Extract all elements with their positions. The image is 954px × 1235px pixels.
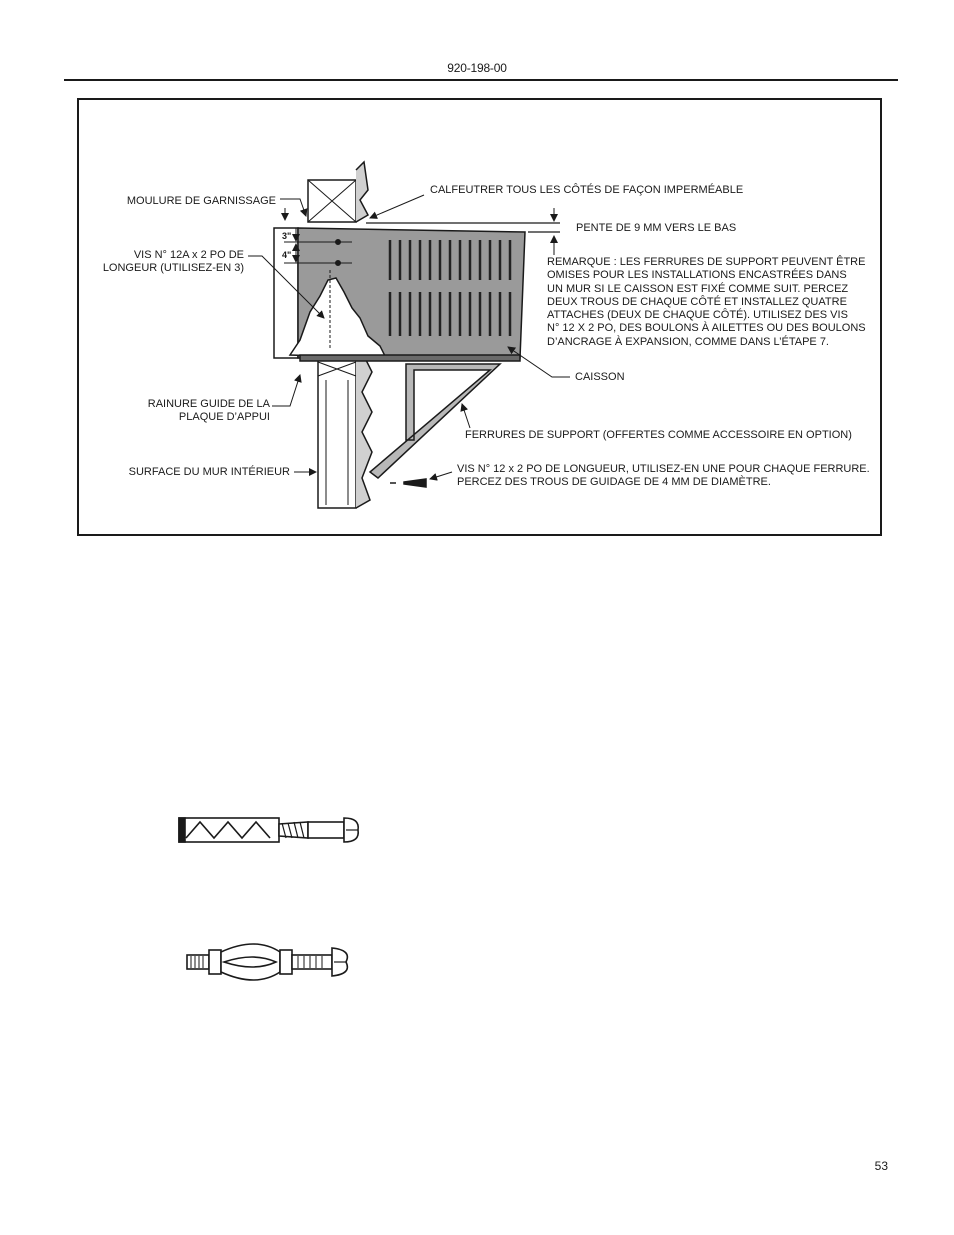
label-slope: PENTE DE 9 MM VERS LE BAS (576, 222, 737, 234)
note-line: DEUX TROUS DE CHAQUE CÔTÉ ET INSTALLEZ QUATRE (547, 296, 847, 308)
label-groove-line2: PLAQUE D’APPUI (178, 411, 270, 423)
label-groove-line1: RAINURE GUIDE DE LA (147, 398, 270, 410)
label-bracket-screw-line2: PERCEZ DES TROUS DE GUIDAGE DE 4 MM DE DIAMÈTRE. (457, 476, 771, 488)
label-screw-line1: VIS N° 12A x 2 PO DE (133, 249, 244, 261)
label-bracket-screw-line1: VIS N° 12 x 2 PO DE LONGUEUR, UTILISEZ-EN UNE POUR CHAQUE FERRURE. (457, 463, 870, 475)
label-sleeve: CAISSON (575, 371, 625, 383)
page-number: 53 (874, 1159, 888, 1173)
label-trim-molding: MOULURE DE GARNISSAGE (126, 195, 276, 207)
label-caulk: CALFEUTRER TOUS LES CÔTÉS DE FAÇON IMPERMÉABLE (430, 184, 744, 196)
dimension-3-inch: 3" (282, 231, 292, 241)
note-line: REMARQUE : LES FERRURES DE SUPPORT PEUVENT ÊTRE (547, 256, 866, 268)
note-line: UN MUR SI LE CAISSON EST FIXÉ COMME SUIT. PERCEZ (547, 283, 849, 295)
note-line: N° 12 X 2 PO, DES BOULONS À AILETTES OU DES BOULONS (547, 322, 866, 334)
label-inner-wall: SURFACE DU MUR INTÉRIEUR (128, 466, 290, 478)
toggle-wing-bolt-icon (187, 944, 347, 980)
sleeve (274, 228, 525, 361)
bracket-screw (390, 479, 426, 487)
expansion-anchor-bolt-icon (179, 818, 358, 842)
dimension-4-inch: 4" (282, 250, 292, 260)
note-line: ATTACHES (DEUX DE CHAQUE CÔTÉ). UTILISEZ DES VIS (547, 309, 848, 321)
label-brackets: FERRURES DE SUPPORT (OFFERTES COMME ACCESSOIRE EN OPTION) (465, 429, 852, 441)
note-line: D’ANCRAGE À EXPANSION, COMME DANS L’ÉTAPE 7. (547, 336, 829, 348)
document-number: 920-198-00 (447, 61, 507, 75)
label-screw-line2: LONGEUR (UTILISEZ-EN 3) (102, 262, 244, 274)
support-bracket (370, 364, 500, 478)
note-line: OMISES POUR LES INSTALLATIONS ENCASTRÉES DANS (547, 269, 847, 281)
